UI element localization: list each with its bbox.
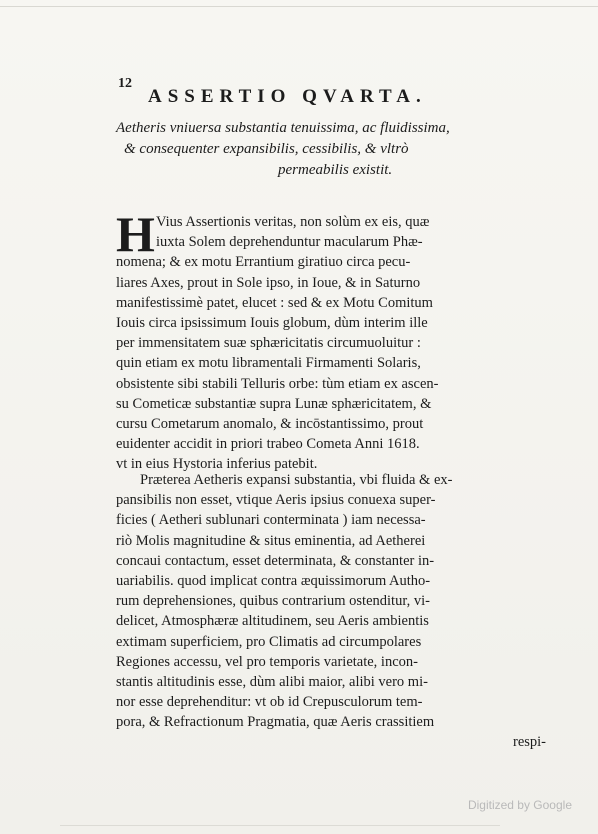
assertion-thesis xyxy=(116,118,546,181)
text-line: Regiones accessu, vel pro temporis varietate, incon- xyxy=(116,653,418,670)
text-line: extimam superficiem, pro Climatis ad circumpolares xyxy=(116,633,422,650)
text-line: obsistente sibi stabili Telluris orbe: tùm etiam ex ascen- xyxy=(116,375,439,392)
paragraph-praeterea xyxy=(116,470,546,732)
text-line: su Cometicæ substantiæ supra Lunæ sphæricitatem, & xyxy=(116,395,432,412)
page-edge-bottom xyxy=(60,825,500,826)
page-number: 12 xyxy=(118,76,132,91)
text-line: liares Axes, prout in Sole ipso, in Ioue, & in Saturno xyxy=(116,274,421,291)
text-line: iuxta Solem deprehenduntur macularum Phæ- xyxy=(156,234,423,251)
text-line: delicet, Atmosphæræ altitudinem, seu Aeris ambientis xyxy=(116,613,429,630)
thesis-line: & consequenter expansibilis, cessibilis, & vltrò xyxy=(124,141,409,157)
text-line: cursu Cometarum anomalo, & incōstantissimo, prout xyxy=(116,415,424,432)
text-line: Vius Assertionis veritas, non solùm ex eis, quæ xyxy=(156,214,430,230)
text-line: rum deprehensiones, quibus contrarium ostenditur, vi- xyxy=(116,593,430,610)
thesis-line: Aetheris vniuersa substantia tenuissima, ac fluidissima, xyxy=(116,120,450,136)
text-line: riò Molis magnitudine & situs eminentia, ad Aetherei xyxy=(116,532,426,549)
text-line: pora, & Refractionum Pragmatia, quæ Aeris crassitiem xyxy=(116,714,435,731)
text-line: euidenter accidit in priori trabeo Cometa Anni 1618. xyxy=(116,436,420,453)
thesis-line: permeabilis existit. xyxy=(278,162,393,178)
text-line: pansibilis non esset, vtique Aeris ipsius conuexa super- xyxy=(116,492,436,509)
page-edge-top xyxy=(0,6,598,7)
catchword: respi- xyxy=(512,734,546,750)
digitization-watermark: Digitized by Google xyxy=(467,798,572,812)
text-line: manifestissimè patet, elucet : sed & ex Motu Comitum xyxy=(116,294,433,311)
text-line: ficies ( Aetheri sublunari conterminata ) iam necessa- xyxy=(116,512,426,529)
paragraph-proof xyxy=(116,206,546,474)
text-line: concaui contactum, esset determinata, & constanter in- xyxy=(116,552,435,569)
text-line: vt in eius Hystoria inferius patebit. xyxy=(116,456,318,473)
text-line: quin etiam ex motu libramentali Firmamenti Solaris, xyxy=(116,355,421,372)
text-line: uariabilis. quod implicat contra æquissimorum Autho- xyxy=(116,572,431,589)
text-line: Iouis circa ipsissimum Iouis globum, dùm interim ille xyxy=(116,314,428,331)
text-line: nomena; & ex motu Errantium giratiuo circa pecu- xyxy=(116,254,411,271)
assertion-heading: ASSERTIO QVARTA. xyxy=(148,86,427,107)
drop-cap: H xyxy=(116,206,155,262)
text-line: stantis altitudinis esse, dùm alibi maior, alibi vero mi- xyxy=(116,673,428,690)
text-line: nor esse deprehenditur: vt ob id Crepusculorum tem- xyxy=(116,694,423,711)
text-line: Præterea Aetheris expansi substantia, vbi fluida & ex- xyxy=(140,472,453,488)
text-line: per immensitatem suæ sphæricitatis circumuoluitur : xyxy=(116,335,421,352)
